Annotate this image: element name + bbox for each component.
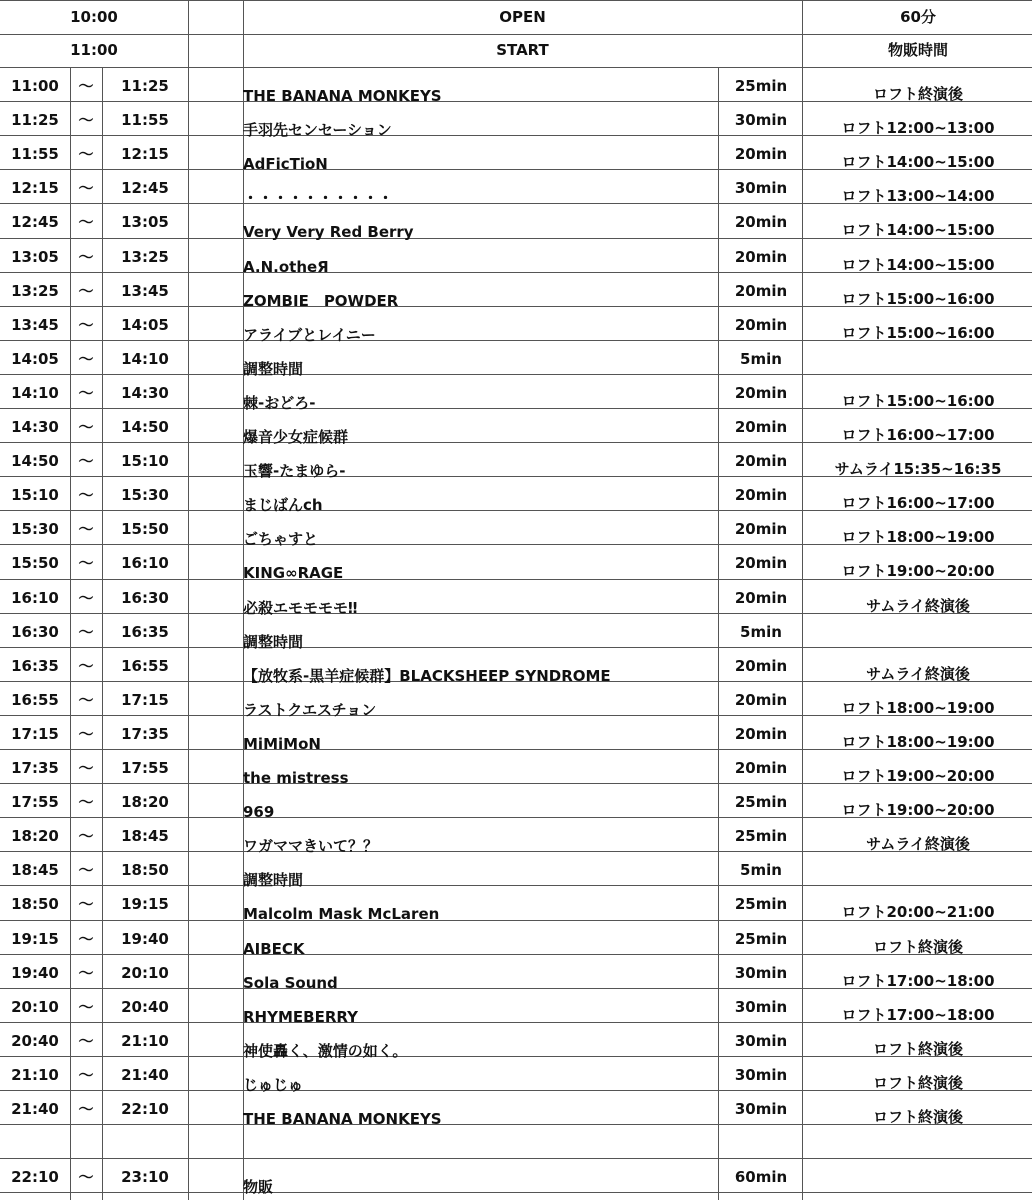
- row-duration: 30min: [734, 111, 788, 130]
- row-tilde: ～: [78, 724, 94, 743]
- row-performer: THE BANANA MONKEYS: [243, 87, 442, 105]
- row-tilde: ～: [78, 281, 94, 300]
- row-end-time: 17:35: [121, 724, 169, 743]
- row-tilde: ～: [78, 656, 94, 675]
- column-divider: [718, 67, 719, 1200]
- row-start-time: 21:10: [11, 1065, 59, 1084]
- row-tilde: ～: [78, 1168, 94, 1187]
- row-performer: 神使轟く、激情の如く。: [243, 1041, 408, 1060]
- row-end-time: 15:50: [121, 520, 169, 539]
- row-duration: 20min: [734, 315, 788, 334]
- start-time: 11:00: [70, 41, 118, 59]
- row-performer: まじばんch: [243, 496, 323, 515]
- row-tilde: ～: [78, 1100, 94, 1118]
- row-merch-time: ロフト19:00~20:00: [841, 562, 995, 581]
- row-tilde: ～: [78, 861, 94, 880]
- row-divider: [0, 1158, 1032, 1159]
- row-merch-time: ロフト19:00~20:00: [841, 767, 995, 785]
- row-end-time: 22:10: [121, 1100, 169, 1118]
- open-label: OPEN: [499, 8, 546, 26]
- row-merch-time: ロフト終演後: [872, 85, 963, 103]
- row-duration: 20min: [734, 690, 788, 709]
- row-start-time: 14:50: [11, 452, 59, 471]
- row-performer: 969: [243, 803, 275, 822]
- row-duration: 20min: [734, 588, 788, 607]
- row-start-time: 16:35: [11, 656, 59, 675]
- row-performer: AdFicTioN: [243, 155, 328, 174]
- row-start-time: 18:45: [11, 861, 59, 880]
- row-end-time: 20:40: [121, 997, 169, 1016]
- row-start-time: 13:45: [11, 315, 59, 334]
- row-merch-time: ロフト18:00~19:00: [841, 528, 995, 547]
- row-tilde: ～: [78, 690, 94, 709]
- row-performer: ・・・・・・・・・・: [243, 189, 394, 208]
- row-merch-time: サムライ終演後: [866, 664, 970, 683]
- row-duration: 20min: [734, 520, 788, 539]
- merch-time-header: 物販時間: [887, 41, 948, 59]
- row-end-time: 11:25: [121, 77, 169, 95]
- row-merch-time: ロフト12:00~13:00: [841, 119, 995, 138]
- row-performer: 物販: [243, 1178, 274, 1197]
- row-end-time: 19:40: [121, 929, 169, 948]
- row-performer: Sola Sound: [243, 973, 338, 992]
- row-end-time: 16:10: [121, 554, 169, 573]
- row-start-time: 15:30: [11, 520, 59, 539]
- row-performer: MiMiMoN: [243, 734, 321, 753]
- row-tilde: ～: [78, 383, 94, 402]
- row-end-time: 18:20: [121, 793, 169, 812]
- row-merch-time: サムライ終演後: [866, 596, 970, 615]
- row-end-time: 16:30: [121, 588, 169, 607]
- row-merch-time: ロフト18:00~19:00: [841, 732, 995, 751]
- row-start-time: 14:05: [11, 349, 59, 368]
- row-duration: 30min: [734, 997, 788, 1016]
- row-end-time: 17:55: [121, 759, 169, 777]
- row-start-time: 16:10: [11, 588, 59, 607]
- row-start-time: 13:05: [11, 247, 59, 266]
- row-end-time: 16:35: [121, 622, 169, 641]
- row-tilde: ～: [78, 315, 94, 334]
- row-end-time: 15:10: [121, 452, 169, 471]
- row-tilde: ～: [78, 418, 94, 436]
- row-duration: 20min: [734, 247, 788, 266]
- row-tilde: ～: [78, 247, 94, 266]
- row-start-time: 15:50: [11, 554, 59, 573]
- row-merch-time: ロフト17:00~18:00: [841, 1005, 995, 1024]
- row-end-time: 14:50: [121, 418, 169, 436]
- row-start-time: 18:20: [11, 827, 59, 846]
- row-performer: the mistress: [243, 769, 349, 787]
- row-duration: 25min: [734, 77, 788, 95]
- row-tilde: ～: [78, 588, 94, 607]
- row-merch-time: ロフト16:00~17:00: [841, 494, 995, 513]
- row-merch-time: ロフト15:00~16:00: [841, 289, 995, 308]
- row-end-time: 18:45: [121, 827, 169, 846]
- row-tilde: ～: [78, 759, 94, 777]
- row-end-time: 16:55: [121, 656, 169, 675]
- row-merch-time: ロフト15:00~16:00: [841, 391, 995, 410]
- row-performer: 爆音少女症候群: [243, 428, 349, 446]
- row-end-time: 18:50: [121, 861, 169, 880]
- start-label: START: [496, 41, 549, 59]
- row-start-time: 14:30: [11, 418, 59, 436]
- row-merch-time: ロフト14:00~15:00: [841, 153, 995, 172]
- row-start-time: 12:15: [11, 179, 59, 198]
- row-performer: AIBECK: [243, 939, 305, 958]
- row-start-time: 14:10: [11, 383, 59, 402]
- row-tilde: ～: [78, 554, 94, 573]
- row-end-time: 13:45: [121, 281, 169, 300]
- row-duration: 20min: [734, 281, 788, 300]
- row-duration: 5min: [740, 349, 782, 368]
- row-start-time: 12:45: [11, 213, 59, 232]
- row-end-time: 13:05: [121, 213, 169, 232]
- row-duration: 20min: [734, 554, 788, 573]
- row-performer: じゅじゅ: [243, 1075, 304, 1094]
- row-start-time: 19:40: [11, 963, 59, 982]
- row-end-time: 11:55: [121, 111, 169, 130]
- row-end-time: 14:30: [121, 383, 169, 402]
- row-divider: [0, 34, 1032, 35]
- row-performer: Malcolm Mask McLaren: [243, 905, 440, 924]
- row-performer: ワガママきいて？？: [243, 837, 379, 856]
- row-performer: 【放牧系-黒羊症候群】BLACKSHEEP SYNDROME: [243, 666, 611, 685]
- row-duration: 30min: [734, 1100, 788, 1118]
- row-tilde: ～: [78, 77, 94, 95]
- row-duration: 60min: [734, 1168, 788, 1187]
- row-performer: A.N.otheЯ: [243, 257, 329, 276]
- row-performer: Very Very Red Berry: [243, 223, 414, 242]
- row-duration: 30min: [734, 963, 788, 982]
- row-merch-time: サムライ15:35~16:35: [834, 460, 1002, 479]
- column-divider: [802, 0, 803, 1200]
- row-tilde: ～: [78, 213, 94, 232]
- row-start-time: 11:00: [11, 77, 59, 95]
- row-start-time: 17:15: [11, 724, 59, 743]
- row-duration: 25min: [734, 827, 788, 846]
- row-start-time: 16:30: [11, 622, 59, 641]
- row-performer: 調整時間: [243, 359, 304, 378]
- row-tilde: ～: [78, 895, 94, 914]
- row-merch-time: ロフト15:00~16:00: [841, 323, 995, 342]
- row-merch-time: ロフト終演後: [872, 1073, 963, 1092]
- row-tilde: ～: [78, 520, 94, 539]
- row-performer: 棘-おどろ-: [243, 393, 316, 412]
- row-duration: 20min: [734, 486, 788, 505]
- row-start-time: 20:10: [11, 997, 59, 1016]
- row-tilde: ～: [78, 793, 94, 812]
- row-performer: アライブとレイニー: [243, 325, 376, 344]
- row-merch-time: ロフト終演後: [872, 1039, 963, 1058]
- row-start-time: 15:10: [11, 486, 59, 505]
- row-duration: 20min: [734, 145, 788, 164]
- row-start-time: 17:55: [11, 793, 59, 812]
- row-tilde: ～: [78, 486, 94, 505]
- row-duration: 30min: [734, 179, 788, 198]
- row-tilde: ～: [78, 827, 94, 846]
- row-tilde: ～: [78, 1031, 94, 1050]
- row-performer: ラストクエスチョン: [243, 700, 377, 719]
- row-end-time: 23:10: [121, 1168, 169, 1187]
- row-merch-time: ロフト13:00~14:00: [841, 187, 995, 206]
- open-duration: 60分: [900, 8, 936, 26]
- row-duration: 25min: [734, 793, 788, 812]
- row-end-time: 21:40: [121, 1065, 169, 1084]
- row-start-time: 11:55: [11, 145, 59, 164]
- row-merch-time: ロフト20:00~21:00: [841, 903, 995, 922]
- row-start-time: 19:15: [11, 929, 59, 948]
- row-performer: KING∞RAGE: [243, 564, 344, 583]
- row-start-time: 16:55: [11, 690, 59, 709]
- column-divider: [188, 0, 189, 1200]
- row-duration: 5min: [740, 861, 782, 880]
- row-duration: 20min: [734, 418, 788, 436]
- row-tilde: ～: [78, 111, 94, 130]
- row-tilde: ～: [78, 145, 94, 164]
- row-end-time: 15:30: [121, 486, 169, 505]
- row-start-time: 11:25: [11, 111, 59, 130]
- row-merch-time: ロフト17:00~18:00: [841, 971, 995, 990]
- row-merch-time: ロフト14:00~15:00: [841, 255, 995, 274]
- row-divider: [0, 67, 1032, 68]
- row-performer: 玉響-たまゆら-: [243, 462, 346, 481]
- row-performer: 必殺エモモモモ‼: [243, 598, 358, 617]
- row-merch-time: ロフト14:00~15:00: [841, 221, 995, 240]
- row-performer: 調整時間: [243, 632, 304, 651]
- row-merch-time: サムライ終演後: [866, 835, 970, 854]
- row-duration: 20min: [734, 724, 788, 743]
- row-end-time: 14:10: [121, 349, 169, 368]
- row-tilde: ～: [78, 997, 94, 1016]
- row-end-time: 12:45: [121, 179, 169, 198]
- row-start-time: 17:35: [11, 759, 59, 777]
- row-start-time: 13:25: [11, 281, 59, 300]
- row-merch-time: ロフト19:00~20:00: [841, 801, 995, 820]
- row-merch-time: ロフト16:00~17:00: [841, 426, 995, 444]
- open-time: 10:00: [70, 8, 118, 26]
- row-duration: 30min: [734, 1065, 788, 1084]
- row-start-time: 22:10: [11, 1168, 59, 1187]
- row-performer: ZOMBIE POWDER: [243, 291, 399, 310]
- row-duration: 20min: [734, 656, 788, 675]
- row-merch-time: ロフト終演後: [872, 937, 963, 956]
- row-performer: RHYMEBERRY: [243, 1007, 358, 1026]
- row-start-time: 21:40: [11, 1100, 59, 1118]
- row-duration: 25min: [734, 929, 788, 948]
- row-duration: 20min: [734, 759, 788, 777]
- row-tilde: ～: [78, 622, 94, 641]
- row-end-time: 17:15: [121, 690, 169, 709]
- row-duration: 30min: [734, 1031, 788, 1050]
- row-duration: 25min: [734, 895, 788, 914]
- row-merch-time: ロフト18:00~19:00: [841, 698, 995, 717]
- row-end-time: 20:10: [121, 963, 169, 982]
- row-end-time: 13:25: [121, 247, 169, 266]
- row-divider: [0, 0, 1032, 1]
- row-end-time: 19:15: [121, 895, 169, 914]
- row-merch-time: ロフト終演後: [872, 1108, 963, 1126]
- row-performer: ごちゃすと: [243, 530, 319, 549]
- row-end-time: 14:05: [121, 315, 169, 334]
- row-start-time: 20:40: [11, 1031, 59, 1050]
- row-duration: 20min: [734, 452, 788, 471]
- row-start-time: 18:50: [11, 895, 59, 914]
- row-tilde: ～: [78, 929, 94, 948]
- row-tilde: ～: [78, 1065, 94, 1084]
- row-tilde: ～: [78, 349, 94, 368]
- row-performer: 調整時間: [243, 871, 304, 890]
- row-tilde: ～: [78, 179, 94, 198]
- row-performer: THE BANANA MONKEYS: [243, 1110, 442, 1128]
- row-duration: 5min: [740, 622, 782, 641]
- row-duration: 20min: [734, 213, 788, 232]
- row-tilde: ～: [78, 963, 94, 982]
- row-performer: 手羽先センセーション: [243, 121, 392, 140]
- row-end-time: 12:15: [121, 145, 169, 164]
- row-tilde: ～: [78, 452, 94, 471]
- row-duration: 20min: [734, 383, 788, 402]
- row-end-time: 21:10: [121, 1031, 169, 1050]
